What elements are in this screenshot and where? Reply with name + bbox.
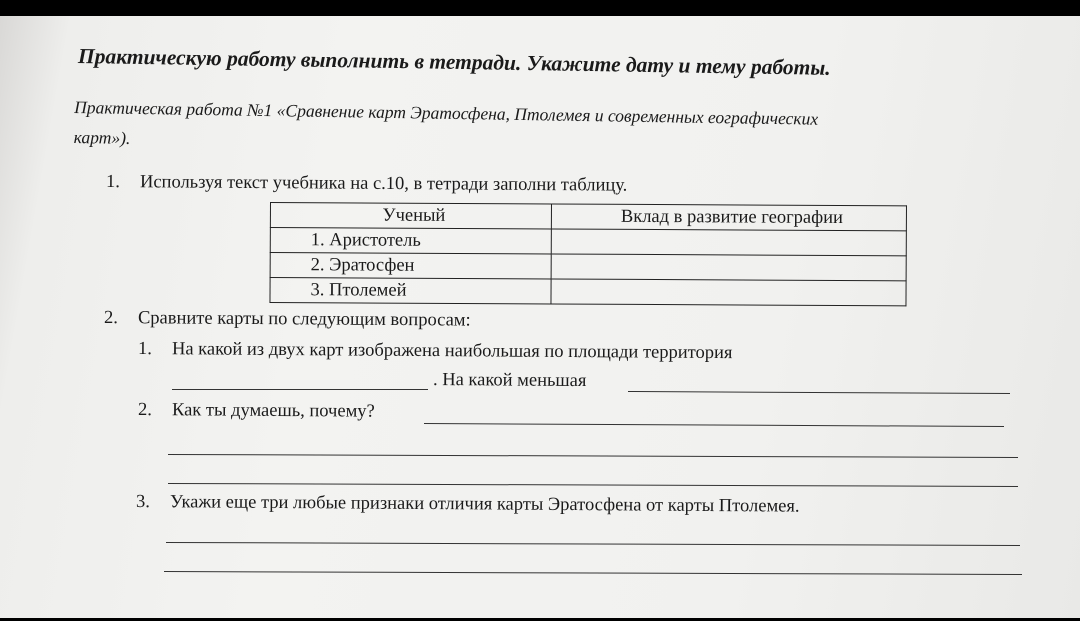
answer-line[interactable] — [172, 389, 428, 390]
task-2-number: 2. — [103, 308, 118, 329]
question-2-1-text: На какой из двух карт изображена наибольшая по площади территория — [171, 339, 733, 364]
table-row — [270, 253, 906, 281]
question-2-2-text: Как ты думаешь, почему? — [171, 400, 375, 422]
question-2-2 — [138, 400, 375, 423]
question-2-3-text: Укажи еще три любые признаки отличия карты Эратосфена от карты Птолемея. — [169, 492, 800, 517]
table-cell-contribution — [551, 279, 906, 306]
table-cell-contribution — [551, 229, 906, 256]
worksheet-page — [0, 16, 1080, 618]
answer-line[interactable] — [164, 571, 1022, 575]
table-header-contribution: Вклад в развитие географии — [551, 204, 906, 231]
answer-line[interactable] — [424, 423, 1004, 427]
task-2-text: Сравните карты по следующим вопросам: — [137, 308, 471, 331]
question-2-1-number: 1. — [137, 339, 152, 360]
task-1-text: Используя текст учебника на с.10, в тетради заполни таблицу. — [139, 172, 628, 196]
table-header-row — [270, 203, 906, 231]
table-row — [270, 278, 906, 306]
practical-work-title — [74, 92, 819, 164]
question-2-3-number: 3. — [135, 492, 150, 513]
table-cell-contribution — [551, 254, 906, 281]
table-row — [270, 228, 906, 256]
table-cell-scientist: 3. Птолемей — [270, 278, 551, 304]
task-1-number: 1. — [105, 172, 120, 193]
question-2-1-text-cont: . На какой меньшая — [432, 370, 587, 392]
practical-work-title-line2: карт»). — [73, 126, 131, 148]
table-header-scientist: Ученый — [270, 203, 551, 229]
answer-line[interactable] — [166, 542, 1020, 546]
question-2-2-number: 2. — [137, 400, 152, 421]
table-cell-scientist: 2. Эратосфен — [270, 253, 551, 279]
practical-work-title-line1: Практическая работа №1 «Сравнение карт Эратосфена, Птолемея и современных еографических — [74, 97, 819, 129]
task-1 — [106, 172, 627, 197]
table-cell-scientist: 1. Аристотель — [270, 228, 551, 254]
scientists-table — [269, 202, 907, 306]
question-2-1 — [138, 339, 733, 364]
answer-line[interactable] — [628, 391, 1010, 394]
answer-line[interactable] — [168, 483, 1018, 487]
answer-line[interactable] — [168, 454, 1018, 458]
question-2-3 — [136, 492, 800, 518]
page-heading: Практическую работу выполнить в тетради. Укажите дату и тему работы. — [77, 44, 831, 80]
task-2 — [104, 308, 471, 332]
